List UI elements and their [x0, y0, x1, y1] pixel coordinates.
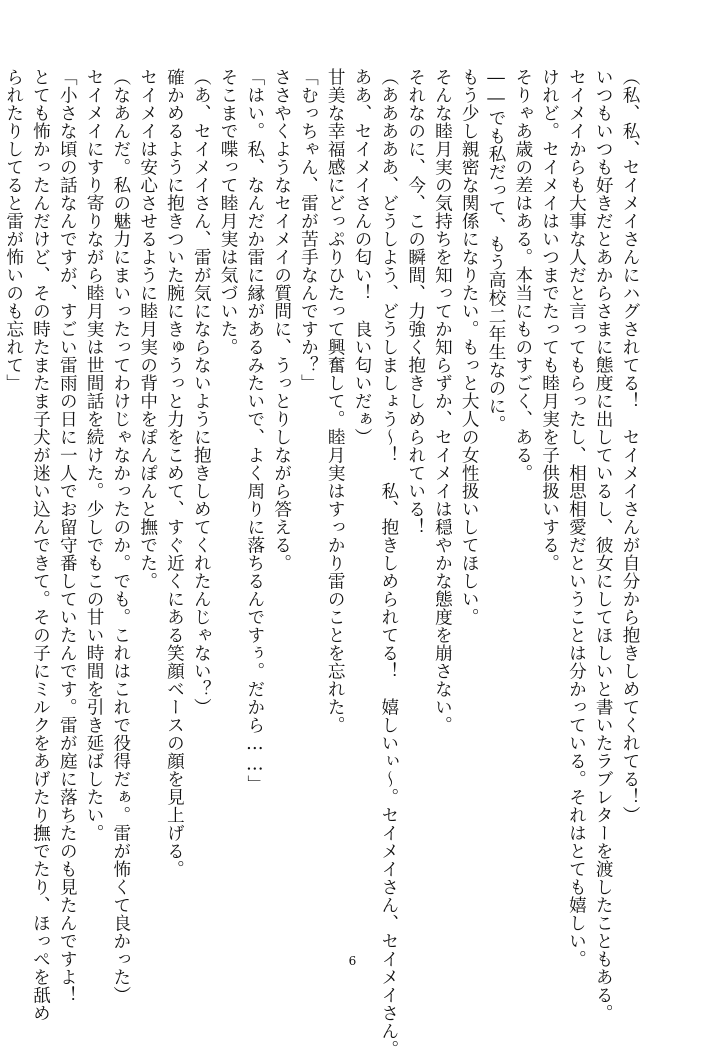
- text-line: られたりしてると雷が怖いのも忘れて」: [3, 68, 24, 392]
- text-line: セイメイからも大事な人だと言ってもらったし、相思相愛だということは分かっている。それはとても嬉しい。: [566, 68, 587, 968]
- text-line: 「むっちゃん、雷が苦手なんですか？」: [298, 68, 319, 392]
- text-line: それなのに、今、この瞬間、力強く抱きしめられている！: [405, 68, 426, 536]
- text-line: ああ、セイメイさんの匂い！ 良い匂いだぁ）: [352, 68, 373, 446]
- text-line: そりゃあ歳の差はある。本当にものすごく、ある。: [512, 68, 533, 482]
- text-line: 「小さな頃の話なんですが、すごい雷雨の日に一人でお留守番していたんです。雷が庭に落ちたのも見たんですよ！: [57, 68, 78, 1004]
- page-number: 6: [348, 954, 357, 968]
- text-line: いつもいつも好きだとあからさまに態度に出しているし、彼女にしてほしいと書いたラブレターを渡したこともある。: [593, 68, 614, 1022]
- text-line: もう少し親密な関係になりたい。もっと大人の女性扱いしてほしい。: [459, 68, 480, 626]
- text-line: セイメイは安心させるように睦月実の背中をぽんぽんと撫でた。: [137, 68, 158, 590]
- text-line: 甘美な幸福感にどっぷりひたって興奮して。睦月実はすっかり雷のことを忘れた。: [325, 68, 346, 734]
- text-line: けれど。セイメイはいつまでたっても睦月実を子供扱いする。: [539, 68, 560, 572]
- text-line: （私、私、セイメイさんにハグされてる！ セイメイさんが自分から抱きしめてくれてる！）: [620, 68, 640, 824]
- text-line: ――でも私だって、もう高校二年生なのに。: [486, 68, 507, 433]
- text-line: （あああああ、どうしよう、どうしましょう～！ 私、抱きしめられてる！ 嬉しいぃ～。セイメイさん、セイメイさん。: [378, 68, 399, 1058]
- text-line: とても怖かったんだけど、その時たまたま子犬が迷い込んできて。その子にミルクをあげたり撫でたり、ほっぺを舐め: [30, 68, 51, 1022]
- text-line: （あ、セイメイさん、雷が気にならないように抱きしめてくれたんじゃない？）: [191, 68, 212, 716]
- text-line: そんな睦月実の気持ちを知ってか知らずか、セイメイは穏やかな態度を崩さない。: [432, 68, 453, 734]
- text-line: セイメイにすり寄りながら睦月実は世間話を続けた。少しでもこの甘い時間を引き延ばしたい。: [84, 68, 105, 842]
- text-line: 確かめるように抱きついた腕にきゅうっと力をこめて、すぐ近くにある笑顔ベースの顔を見上げる。: [164, 68, 185, 878]
- text-line: （なあんだ。私の魅力にまいったってわけじゃなかったのか。でも。これはこれで役得だぁ。雷が怖くて良かった）: [110, 68, 131, 1004]
- text-line: 「はい。私、なんだか雷に縁があるみたいで、よく周りに落ちるんですぅ。だから……」: [244, 68, 265, 793]
- vertical-text-body: [0, 68, 643, 1058]
- text-line: そこまで喋って睦月実は気づいた。: [218, 68, 239, 356]
- text-line: ささやくようなセイメイの質問に、うっとりしながら答える。: [271, 68, 292, 572]
